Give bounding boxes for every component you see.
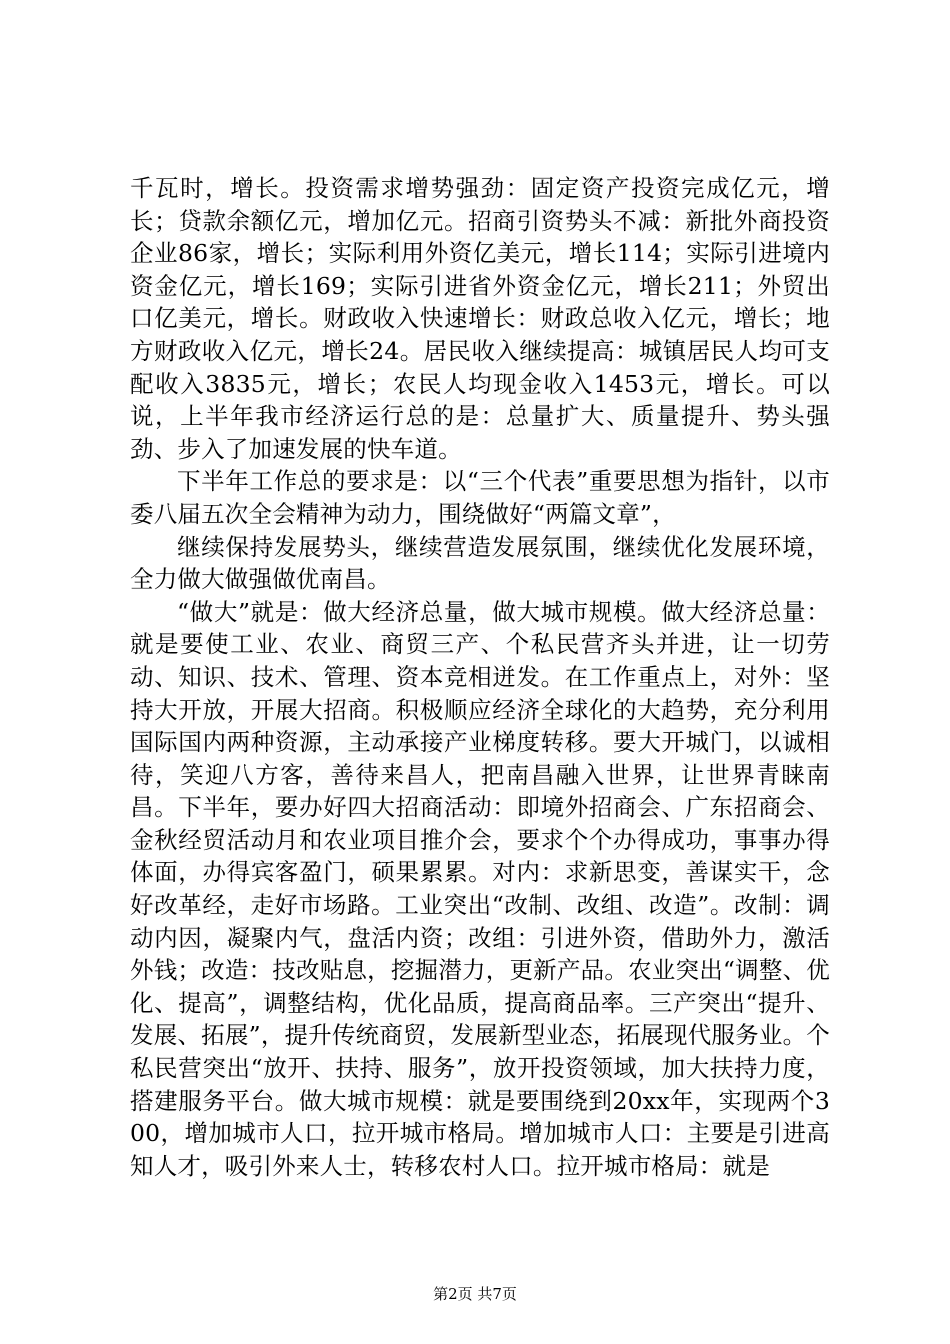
document-body [130,172,830,1182]
page-number-footer: 第2页 共7页 [433,1285,517,1303]
paragraph-make-bigger: “做大”就是：做大经济总量，做大城市规模。做大经济总量：就是要使工业、农业、商贸三产、个私民营齐头并进，让一切劳动、知识、技术、管理、资本竞相迸发。在工作重点上，对外：坚持大开放，开展大招商。积极顺应经济全球化的大趋势，充分利用国际国内两种资源，主动承接产业梯度转移。要大开城门，以诚相待，笑迎八方客，善待来昌人，把南昌融入世界，让世界青睐南昌。下半年，要办好四大招商活动：即境外招商会、广东招商会、金秋经贸活动月和农业项目推介会，要求个个办得成功，事事办得体面，办得宾客盈门，硕果累累。对内：求新思变，善谋实干，念好改革经，走好市场路。工业突出“改制、改组、改造”。改制：调动内因，凝聚内气，盘活内资；改组：引进外资，借助外力，激活外钱；改造：技改贴息，挖掘潜力，更新产品。农业突出“调整、优化、提高”，调整结构，优化品质，提高商品率。三产突出“提升、发展、拓展”，提升传统商贸，发展新型业态，拓展现代服务业。个私民营突出“放开、扶持、服务”，放开投资领域，加大扶持力度，搭建服务平台。做大城市规模：就是要围绕到20xx年，实现两个300，增加城市人口，拉开城市格局。增加城市人口：主要是引进高知人才，吸引外来人士，转移农村人口。拉开城市格局：就是 [130,597,830,1180]
paragraph-economic-summary: 千瓦时，增长。投资需求增势强劲：固定资产投资完成亿元，增长；贷款余额亿元，增加亿元。招商引资势头不减：新批外商投资企业86家，增长；实际利用外资亿美元，增长114；实际引进境内资金亿元，增长169；实际引进省外资金亿元，增长211；外贸出口亿美元，增长。财政收入快速增长：财政总收入亿元，增长；地方财政收入亿元，增长24。居民收入继续提高：城镇居民人均可支配收入3835元，增长；农民人均现金收入1453元，增长。可以说，上半年我市经济运行总的是：总量扩大、质量提升、势头强劲、步入了加速发展的快车道。 [130,174,830,463]
paragraph-development-goals: 继续保持发展势头，继续营造发展氛围，继续优化发展环境，全力做大做强做优南昌。 [130,532,830,594]
paragraph-second-half-requirements: 下半年工作总的要求是：以“三个代表”重要思想为指针，以市委八届五次全会精神为动力，围绕做好“两篇文章”， [130,467,830,528]
